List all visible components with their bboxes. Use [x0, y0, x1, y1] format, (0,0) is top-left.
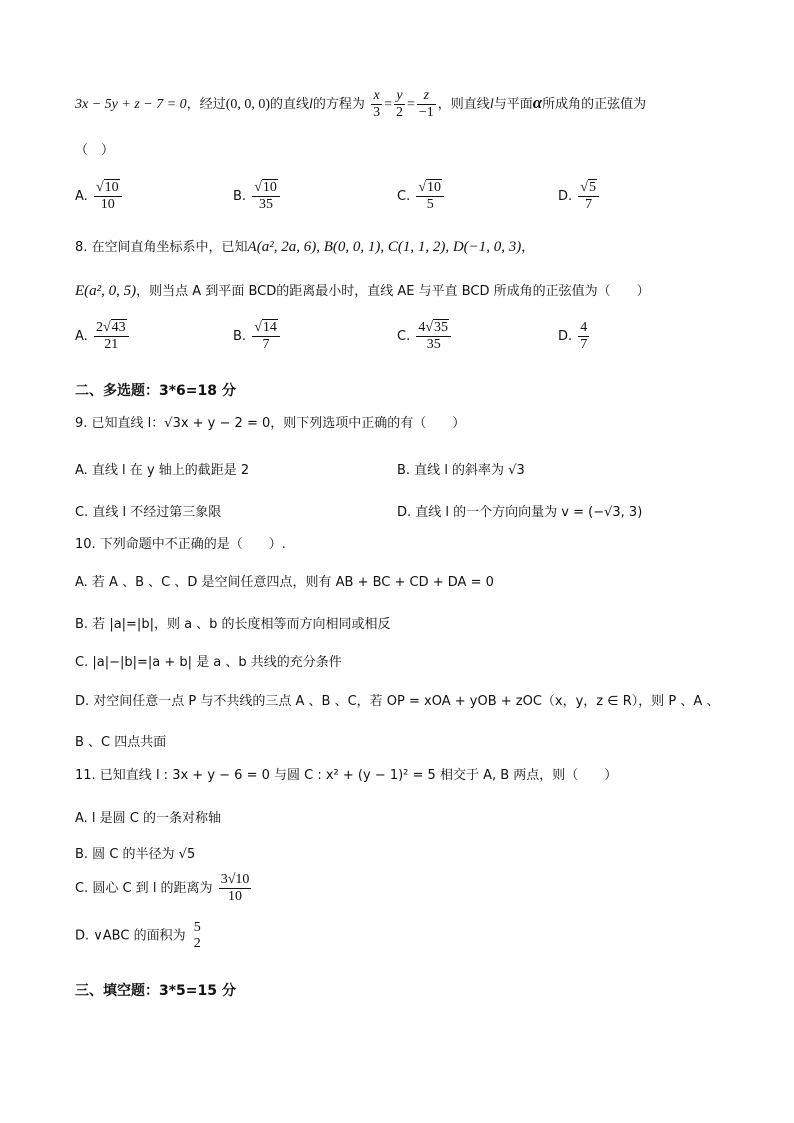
option-label: C.: [397, 329, 411, 345]
section-title-multiple-choice: 二、多选题：3*6=18 分: [75, 383, 236, 399]
q9-option-b[interactable]: B. 直线 l 的斜率为 √3: [397, 463, 525, 478]
q7-text-e: 与平面: [493, 97, 533, 113]
q10-option-d-cont: B 、C 四点共面: [75, 735, 167, 750]
option-label: C.: [397, 189, 411, 205]
option-fraction: $\frac{√5}{7}$: [578, 180, 599, 213]
q7-frac-x: $\frac{x}{3}$: [373, 88, 381, 121]
q7-option-c[interactable]: [397, 180, 446, 213]
q7-line-l: l: [309, 97, 313, 113]
q7-paren: （ ）: [75, 143, 115, 158]
option-label: B.: [233, 189, 247, 205]
q11-option-a[interactable]: A. l 是圆 C 的一条对称轴: [75, 811, 222, 826]
option-fraction: 5 2: [193, 920, 201, 952]
q7-text-c: 的方程为: [312, 97, 365, 113]
q11-stem: 11. 已知直线 l : 3x + y − 6 = 0 与圆 C : x² + (y − 1)² = 5 相交于 A, B 两点，则（ ）: [75, 768, 618, 783]
option-fraction: $\frac{4}{7}$: [580, 320, 588, 353]
q10-option-b[interactable]: B. 若 |a|=|b|，则 a 、b 的长度相等而方向相同或相反: [75, 617, 391, 632]
q8-stem-2: [75, 284, 650, 299]
option-fraction: $\frac{3√10}{10}$: [220, 872, 250, 905]
option-label: D.: [558, 329, 573, 345]
q10-option-a[interactable]: A. 若 A 、B 、C 、D 是空间任意四点，则有 AB + BC + CD + DA = 0: [75, 575, 494, 590]
q7-text-a: ，经过: [186, 97, 226, 113]
option-fraction: $\frac{√14}{7}$: [252, 320, 280, 353]
q7-line-l2: l: [489, 97, 494, 113]
q7-text-f: 所成角的正弦值为: [542, 97, 647, 113]
q7-frac-z: $\frac{z}{-1}$: [418, 88, 434, 121]
q8-option-b[interactable]: [233, 320, 282, 353]
option-text: C. 圆心 C 到 l 的距离为: [75, 881, 213, 897]
option-fraction: $\frac{2√43}{21}$: [94, 320, 129, 353]
q7-option-d[interactable]: [558, 180, 601, 213]
q7-plane-eq: 3x − 5y + z − 7 = 0: [75, 97, 187, 113]
q7-text-d: ，则直线: [437, 97, 490, 113]
option-text: D. ∨ABC 的面积为: [75, 928, 186, 944]
q10-option-c[interactable]: C. |a|−|b|=|a + b| 是 a 、b 共线的充分条件: [75, 655, 342, 670]
q8-prefix: 8. 在空间直角坐标系中，已知: [75, 240, 248, 255]
option-label: B.: [233, 329, 247, 345]
option-label: A.: [75, 329, 88, 345]
option-fraction: $\frac{√10}{10}$: [94, 180, 122, 213]
q8-option-c[interactable]: [397, 320, 453, 353]
q9-stem: 9. 已知直线 l：√3x + y − 2 = 0，则下列选项中正确的有（ ）: [75, 416, 466, 431]
q7-text-b: 的直线: [270, 97, 310, 113]
q8-comma: ，: [521, 240, 535, 255]
q7-frac-y: $\frac{y}{2}$: [395, 88, 403, 121]
q9-option-c[interactable]: C. 直线 l 不经过第三象限: [75, 505, 222, 520]
q9-option-a[interactable]: A. 直线 l 在 y 轴上的截距是 2: [75, 463, 250, 478]
q7-option-a[interactable]: [75, 180, 124, 213]
q7-option-b[interactable]: [233, 180, 282, 213]
q8-points: A(a², 2a, 6), B(0, 0, 1), C(1, 1, 2), D(−1, 0, 3): [247, 239, 522, 255]
option-fraction: $\frac{√10}{35}$: [252, 180, 280, 213]
q8-text: ，则当点 A 到平面 BCD的距离最小时，直线 AE 与平直 BCD 所成角的正弦值为（ ）: [136, 284, 650, 299]
q11-option-d[interactable]: [75, 920, 205, 952]
section-title-fill-blank: 三、填空题：3*5=15 分: [75, 983, 236, 999]
q8-option-d[interactable]: [558, 320, 591, 353]
option-fraction: $\frac{√10}{5}$: [416, 180, 444, 213]
q11-option-b[interactable]: B. 圆 C 的半径为 √5: [75, 847, 196, 862]
option-fraction: $\frac{4√35}{35}$: [416, 320, 451, 353]
q8-option-a[interactable]: [75, 320, 131, 353]
q10-stem: 10. 下列命题中不正确的是（ ）.: [75, 537, 286, 552]
q10-option-d[interactable]: D. 对空间任意一点 P 与不共线的三点 A 、B 、C，若 OP = xOA + yOB + zOC（x，y，z ∈ R），则 P 、A 、: [75, 694, 720, 709]
q11-option-c[interactable]: [75, 872, 253, 905]
q7-point: (0, 0, 0): [225, 97, 271, 113]
q9-option-d[interactable]: D. 直线 l 的一个方向向量为 v = (−√3, 3): [397, 505, 643, 520]
q7-alpha: α: [532, 93, 543, 113]
q8-point-e: E(a², 0, 5): [75, 283, 137, 299]
q7-stem: 3x − 5y + z − 7 = 0，经过(0, 0, 0)的直线l的方程为 $\frac{x}{3}$ = $\frac{y}{2}$ = $\frac{z}{-1}$ ，则直线l与平面α所成角的正弦值为: [75, 88, 647, 121]
option-label: A.: [75, 189, 88, 205]
q8-stem: [75, 240, 534, 255]
option-label: D.: [558, 189, 573, 205]
